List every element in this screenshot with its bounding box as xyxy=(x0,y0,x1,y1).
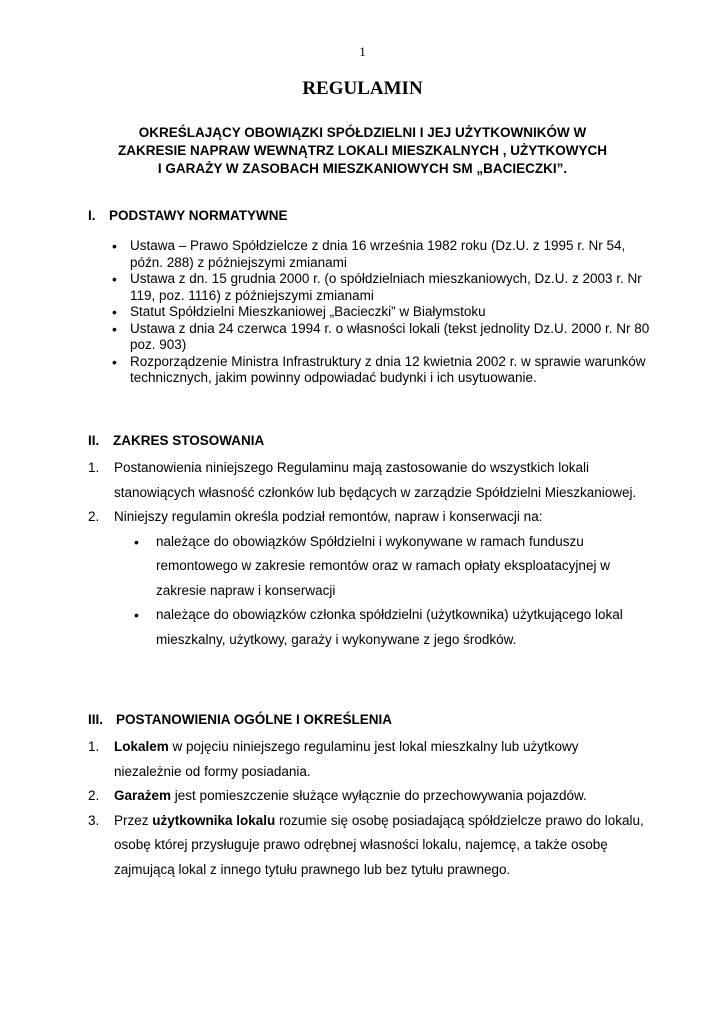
defined-term: Garażem xyxy=(114,788,172,803)
section-number: II. xyxy=(88,433,100,448)
section-1-heading xyxy=(88,208,288,223)
section-3-list xyxy=(88,735,648,882)
section-number: I. xyxy=(88,208,96,223)
subtitle-line: ZAKRESIE NAPRAW WEWNĄTRZ LOKALI MIESZKALNYCH , UŻYTKOWYCH xyxy=(118,143,607,158)
list-item: • Rozporządzenie Ministra Infrastruktury z dnia 12 kwietnia 2002 r. w sprawie warunków technicznych, jakim powinny odpowiadać budynki i ich usytuowanie. xyxy=(112,354,652,387)
list-item xyxy=(88,735,648,784)
item-text: w pojęciu niniejszego regulaminu jest lokal mieszkalny lub użytkowy niezależnie od formy posiadania. xyxy=(114,739,579,779)
document-title: REGULAMIN xyxy=(302,78,423,99)
list-item xyxy=(88,505,648,652)
list-item xyxy=(88,456,648,505)
item-number: 3. xyxy=(88,812,100,828)
item-number: 1. xyxy=(88,739,100,754)
document-subtitle xyxy=(60,124,665,178)
list-item: • Ustawa z dn. 15 grudnia 2000 r. (o spółdzielniach mieszkaniowych, Dz.U. z 2003 r. Nr 119, poz. 1116) z późniejszymi zmianami xyxy=(112,271,652,304)
item-text: Niniejszy regulamin określa podział remontów, napraw i konserwacji na: xyxy=(114,509,543,524)
list-item: • Ustawa z dnia 24 czerwca 1994 r. o własności lokali (tekst jednolity Dz.U. 2000 r. Nr 80 poz. 903) xyxy=(112,321,652,354)
list-item xyxy=(88,809,648,883)
item-number: 2. xyxy=(88,788,100,803)
defined-term: Lokalem xyxy=(114,739,169,754)
subtitle-line: OKREŚLAJĄCY OBOWIĄZKI SPÓŁDZIELNI I JEJ UŻYTKOWNIKÓW W xyxy=(138,125,587,140)
list-item: • Statut Spółdzielni Mieszkaniowej „Bacieczki” w Białymstoku xyxy=(112,304,652,321)
subtitle-line: I GARAŻY W ZASOBACH MIESZKANIOWYCH SM „BACIECZKI”. xyxy=(157,161,568,176)
section-title: POSTANOWIENIA OGÓLNE I OKREŚLENIA xyxy=(116,712,393,727)
section-1-list xyxy=(112,238,652,387)
list-item xyxy=(88,784,648,809)
section-number: III. xyxy=(88,712,104,727)
section-title: PODSTAWY NORMATYWNE xyxy=(109,208,288,223)
section-title: ZAKRES STOSOWANIA xyxy=(113,433,265,448)
sub-list xyxy=(114,530,648,653)
section-2-heading xyxy=(88,433,264,448)
sub-list-item: • należące do obowiązków Spółdzielni i wykonywane w ramach funduszu remontowego w zakresie remontów oraz w ramach opłaty eksploatacyjnej w zakresie napraw i konserwacji xyxy=(114,530,648,604)
item-text: Przez xyxy=(114,812,153,828)
section-3-heading xyxy=(88,712,392,727)
sub-list-item: • należące do obowiązków członka spółdzielni (użytkownika) użytkującego lokal mieszkalny, użytkowy, garaży i wykonywane z jego środków. xyxy=(114,603,648,652)
item-number: 2. xyxy=(88,509,100,524)
defined-term: użytkownika lokalu xyxy=(152,812,276,828)
item-number: 1. xyxy=(88,460,100,475)
item-text: Postanowienia niniejszego Regulaminu mają zastosowanie do wszystkich lokali stanowiących własność członków lub będących w zarządzie Spółdzielni Mieszkaniowej. xyxy=(114,460,637,500)
page-number: 1 xyxy=(359,44,366,59)
item-text: jest pomieszczenie służące wyłącznie do przechowywania pojazdów. xyxy=(171,788,587,803)
list-item: • Ustawa – Prawo Spółdzielcze z dnia 16 września 1982 roku (Dz.U. z 1995 r. Nr 54, późn. 288) z późniejszymi zmianami xyxy=(112,238,652,271)
section-2-list xyxy=(88,456,648,652)
item-text: rozumie się osobę posiadającą spółdzielcze prawo do lokalu, osobę której przysługuje prawo odrębnej własności lokalu, najemcę, a także osobę zajmującą lokal z innego tytułu prawnego lub bez tytułu prawnego. xyxy=(114,812,644,877)
